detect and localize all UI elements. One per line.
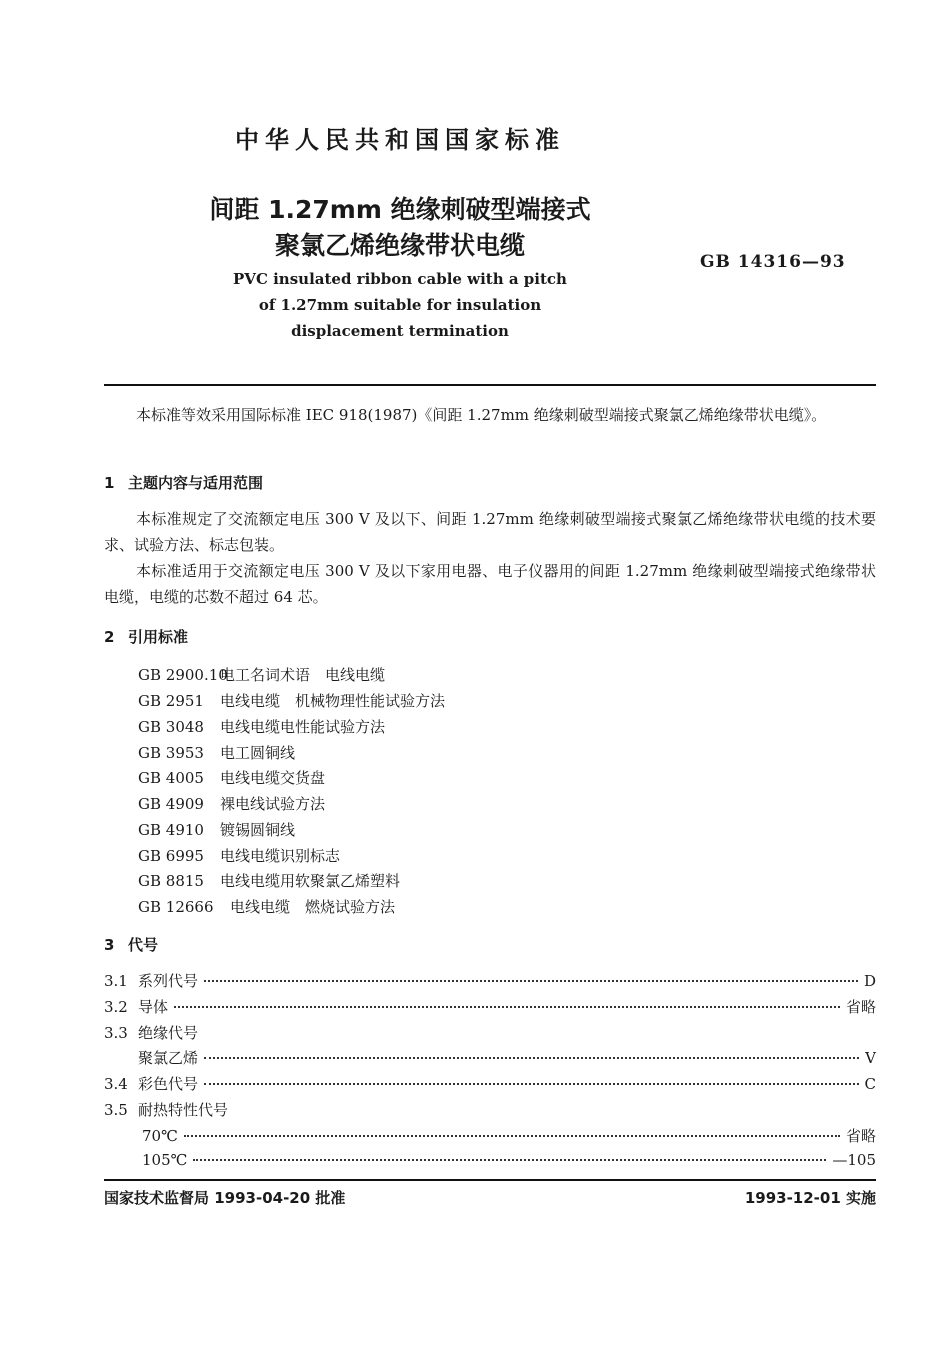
reference-item	[138, 896, 395, 917]
issuing-body: 中华人民共和国国家标准	[235, 126, 565, 154]
reference-item	[138, 767, 325, 788]
dot-leader	[174, 1006, 840, 1008]
reference-item	[138, 819, 295, 840]
reference-item	[138, 690, 445, 711]
reference-code: GB 3953	[138, 744, 204, 762]
section-3-number: 3	[104, 936, 115, 954]
reference-title: 镀锡圆铜线	[220, 821, 296, 839]
clause-number: 3.3	[104, 1024, 128, 1042]
dot-leader	[204, 1057, 859, 1059]
title-en-line3: displacement termination	[291, 322, 509, 340]
reference-title: 电线电缆 机械物理性能试验方法	[220, 692, 446, 710]
section-2-heading	[104, 626, 188, 647]
clause-number: 3.1	[104, 972, 128, 990]
code-label: 耐热特性代号	[138, 1101, 229, 1119]
code-value: D	[863, 972, 876, 990]
clause-number: 3.5	[104, 1101, 128, 1119]
dot-leader	[193, 1159, 826, 1161]
reference-code: GB 4910	[138, 821, 204, 839]
reference-item	[138, 870, 400, 891]
dot-leader	[184, 1135, 840, 1137]
code-entry-3-4	[104, 1073, 876, 1095]
code-label: 聚氯乙烯	[138, 1049, 199, 1067]
code-entry-3-1	[104, 970, 876, 992]
code-label: 绝缘代号	[138, 1024, 199, 1042]
reference-title: 电线电缆交货盘	[220, 769, 326, 787]
section-2-number: 2	[104, 628, 115, 646]
reference-code: GB 8815	[138, 872, 204, 890]
code-entry-3-5-item-2	[142, 1151, 876, 1173]
reference-item	[138, 793, 325, 814]
code-value: C	[864, 1075, 876, 1093]
clause-number: 3.4	[104, 1075, 128, 1093]
section-2-title: 引用标准	[128, 628, 189, 646]
reference-item	[138, 664, 385, 685]
code-entry-3-3-item	[138, 1047, 876, 1069]
dot-leader	[204, 980, 858, 982]
reference-title: 裸电线试验方法	[220, 795, 326, 813]
code-value: 省略	[845, 1127, 876, 1145]
reference-title: 电线电缆用软聚氯乙烯塑料	[220, 872, 401, 890]
reference-title: 电工名词术语 电线电缆	[220, 666, 386, 684]
section-1-para-1: 本标准规定了交流额定电压 300 V 及以下、间距 1.27mm 绝缘刺破型端接式聚氯乙烯绝缘带状电缆的技术要求、试验方法、标志包装。	[104, 510, 876, 554]
reference-code: GB 6995	[138, 847, 204, 865]
reference-code: GB 4005	[138, 769, 204, 787]
reference-item	[138, 845, 340, 866]
code-value: 省略	[845, 998, 876, 1016]
header-divider	[104, 384, 876, 386]
section-3-title: 代号	[128, 936, 159, 954]
footer-divider	[104, 1179, 876, 1181]
reference-item	[138, 742, 295, 763]
reference-title: 电工圆铜线	[220, 744, 296, 762]
reference-code: GB 2951	[138, 692, 204, 710]
reference-title: 电线电缆识别标志	[220, 847, 341, 865]
code-value: —105	[832, 1151, 876, 1169]
section-1-para-2: 本标准适用于交流额定电压 300 V 及以下家用电器、电子仪器用的间距 1.27mm 绝缘刺破型端接式绝缘带状电缆，电缆的芯数不超过 64 芯。	[104, 562, 876, 606]
dot-leader	[204, 1083, 859, 1085]
implementation-date: 1993-12-01 实施	[744, 1189, 876, 1207]
title-en-line2: of 1.27mm suitable for insulation	[258, 296, 542, 314]
title-cn-line1: 间距 1.27mm 绝缘刺破型端接式	[209, 195, 591, 224]
title-cn-line2: 聚氯乙烯绝缘带状电缆	[274, 231, 525, 260]
section-1-title: 主题内容与适用范围	[128, 474, 264, 492]
reference-code: GB 3048	[138, 718, 204, 736]
code-entry-3-3	[104, 1022, 876, 1044]
code-label: 70℃	[142, 1127, 178, 1145]
section-1-heading	[104, 472, 263, 493]
reference-code: GB 4909	[138, 795, 204, 813]
reference-code: GB 2900.10	[138, 666, 228, 684]
approval-note: 国家技术监督局 1993-04-20 批准	[104, 1189, 346, 1207]
code-entry-3-2	[104, 996, 876, 1018]
code-value: V	[865, 1049, 876, 1067]
code-entry-3-5-item-1	[142, 1125, 876, 1147]
standard-number: GB 14316—93	[700, 252, 846, 272]
reference-title: 电线电缆电性能试验方法	[220, 718, 386, 736]
title-en-line1: PVC insulated ribbon cable with a pitch	[233, 270, 567, 288]
code-label: 彩色代号	[138, 1075, 199, 1093]
reference-title: 电线电缆 燃烧试验方法	[230, 898, 396, 916]
intro-paragraph: 本标准等效采用国际标准 IEC 918(1987)《间距 1.27mm 绝缘刺破型端接式聚氯乙烯绝缘带状电缆》。	[136, 406, 827, 424]
section-1-number: 1	[104, 474, 115, 492]
code-entry-3-5	[104, 1099, 876, 1121]
code-label: 105℃	[142, 1151, 188, 1169]
section-3-heading	[104, 934, 158, 955]
clause-number: 3.2	[104, 998, 128, 1016]
reference-item	[138, 716, 385, 737]
reference-code: GB 12666	[138, 898, 214, 916]
code-label: 系列代号	[138, 972, 199, 990]
code-label: 导体	[138, 998, 169, 1016]
